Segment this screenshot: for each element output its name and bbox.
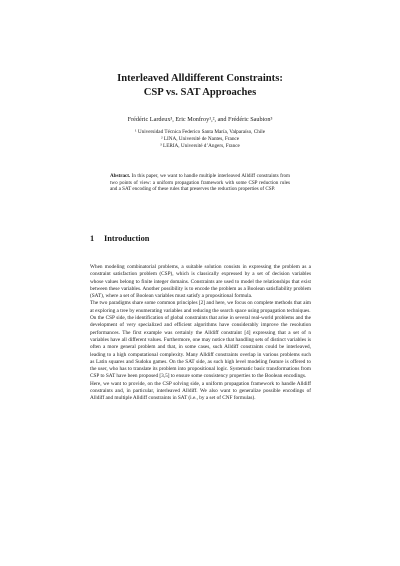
section-number: 1 bbox=[90, 234, 95, 243]
section-body bbox=[90, 264, 311, 403]
section-heading bbox=[90, 234, 149, 244]
title-line-2: CSP vs. SAT Approaches bbox=[143, 87, 257, 98]
author-list: Frédéric Lardeux³, Eric Monfroy¹,², and Frédéric Saubion³ bbox=[127, 116, 273, 123]
abstract bbox=[110, 173, 290, 193]
paragraph: When modeling combinatorial problems, a suitable solution consists in expressing the problem as a constraint satisfaction problem (CSP), which is classically expressed by a set of decision variables whose values belong to finite integer domains. Constraints are used to model the relationships that exist between these variables. Another possibility is to encode the problem as a Boolean satisfiability problem (SAT), where a set of Boolean variables must satisfy a propositional formula. bbox=[90, 264, 311, 300]
paragraph: On the CSP side, the identification of global constraints that arise in several real-world problems and the development of very specialized and efficient algorithms have considerably improve the resolution performances. The first example was certainly the Alldiff constraint [4] expressing that a set of n variables have all different values. Furthermore, one may notice that handling sets of distinct variables is often a more general problem and that, in some cases, such Alldiff constraints could be interleaved, leading to a high computational complexity. Many Alldiff constraints overlap in various problems such as Latin squares and Sudoku games. On the SAT side, as such high level modeling feature is offered to the user, who has to translate its problem into propositional logic. Systematic basic transformations from CSP to SAT have been proposed [3,5] to ensure some consistency properties to the Boolean encodings. bbox=[90, 315, 311, 380]
title-line-1: Interleaved Alldifferent Constraints: bbox=[117, 73, 283, 84]
affiliation-2: ² LINA, Université de Nantes, France bbox=[160, 136, 240, 143]
section-title: Introduction bbox=[104, 234, 150, 243]
paragraph: Here, we want to provide, on the CSP solving side, a uniform propagation framework to handle Alldiff constraints and, in particular, interleaved Alldiff. We also want to generalize possible encodings of Alldiff and multiple Alldiff constraints in SAT (i.e., by a set of CNF formulas). bbox=[90, 380, 311, 402]
affiliation-1: ¹ Universidad Técnica Federico Santa María, Valparaíso, Chile bbox=[135, 129, 265, 135]
affiliation-3: ³ LERIA, Université d’Angers, France bbox=[160, 143, 240, 150]
abstract-text: In this paper, we want to handle multiple interleaved Alldiff constraints from two points of view: a uniform propagation framework with some CSP reduction rules and a SAT encoding of these rules that preserves the reduction properties of CSP. bbox=[110, 173, 290, 193]
abstract-label: Abstract. bbox=[110, 173, 131, 179]
affiliation-list bbox=[40, 129, 360, 151]
paper-title bbox=[60, 72, 340, 100]
paragraph: The two paradigms share some common principles [2] and here, we focus on complete methods that aim at exploring a tree by enumerating variables and reducing the search space using propagation techniques. bbox=[90, 300, 311, 314]
